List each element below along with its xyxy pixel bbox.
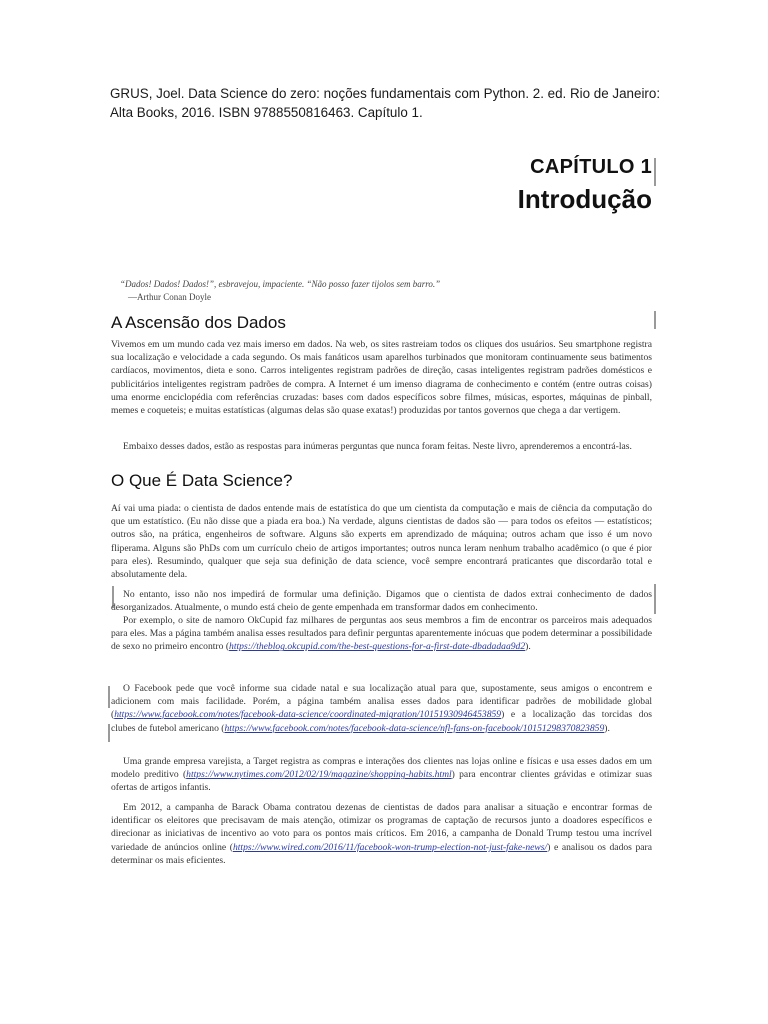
paragraph-facebook bbox=[111, 682, 652, 735]
paragraph-okcupid bbox=[111, 614, 652, 654]
epigraph-quote: “Dados! Dados! Dados!”, esbravejou, impaciente. “Não posso fazer tijolos sem barro.” bbox=[120, 279, 441, 289]
book-citation: GRUS, Joel. Data Science do zero: noções fundamentais com Python. 2. ed. Rio de Janeiro: Alta Books, 2016. ISBN 9788550816463. Capítulo 1. bbox=[110, 86, 661, 120]
okcupid-link[interactable]: https://theblog.okcupid.com/the-best-questions-for-a-first-date-dbadadaa9d2 bbox=[229, 641, 526, 653]
okcupid-text-end: ). bbox=[525, 641, 531, 653]
section-heading-data-science: O Que É Data Science? bbox=[111, 471, 293, 490]
facebook-migration-link[interactable]: https://www.facebook.com/notes/facebook-data-science/coordinated-migration/10151930946453859 bbox=[114, 709, 502, 721]
paragraph-obama bbox=[111, 801, 652, 867]
section-heading-marker bbox=[654, 311, 656, 329]
obama-text-end: ) e analisou os dados para determinar os mais eficientes. bbox=[111, 841, 652, 866]
chapter-title: Introdução bbox=[517, 184, 652, 214]
target-text-end: ) para encontrar clientes grávidas e otimizar suas ofertas de artigos infantis. bbox=[111, 769, 653, 794]
paragraph-ascensao-2: Embaixo desses dados, estão as respostas para inúmeras perguntas que nunca foram feitas. Neste livro, aprenderemos a encontrá-las. bbox=[123, 441, 632, 452]
chapter-label: CAPÍTULO 1 bbox=[530, 156, 652, 178]
paragraph-target bbox=[111, 755, 652, 795]
margin-marker bbox=[654, 584, 656, 614]
margin-marker bbox=[108, 724, 110, 742]
chapter-label-marker bbox=[654, 158, 656, 186]
epigraph bbox=[120, 278, 640, 304]
okcupid-text: Por exemplo, o site de namoro OkCupid faz milhares de perguntas aos seus membros a fim de encontrar os parceiros mais adequados para eles. Mas a página também analisa esses resultados para definir perguntas aparentemente inócuas que podem determinar a possibilidade de sexo no primeiro encontro ( bbox=[111, 615, 652, 653]
facebook-text-middle: ) e a localização das torcidas dos clubes de futebol americano ( bbox=[111, 709, 652, 734]
obama-text: Em 2012, a campanha de Barack Obama contratou dezenas de cientistas de dados para analisar a situação e encontrar formas de identificar os eleitores que precisavam de mais atenção, otimizar os programas de captação de recursos junto a doadores específicos e direcionar as iniciativas de incentivo ao voto para os pontos mais críticos. Em 2016, a campanha de Donald Trump testou uma incrível variedade de anúncios online ( bbox=[111, 802, 652, 853]
paragraph-ds-2: No entanto, isso não nos impedirá de formular uma definição. Digamos que o cientista de dados extrai conhecimento de dados desorganizados. Atualmente, o mundo está cheio de gente empenhada em transformar dados em conhecimento. bbox=[111, 589, 652, 614]
section-heading-ascensao: A Ascensão dos Dados bbox=[111, 313, 286, 332]
facebook-text: O Facebook pede que você informe sua cidade natal e sua localização atual para que, supostamente, seus amigos o encontrem e adicionem com mais facilidade. Porém, a página também analisa esses dados para identificar padrões de mobilidade global ( bbox=[111, 683, 652, 721]
margin-marker bbox=[108, 686, 110, 708]
epigraph-author: —Arthur Conan Doyle bbox=[128, 292, 211, 302]
facebook-nfl-link[interactable]: https://www.facebook.com/notes/facebook-data-science/nfl-fans-on-facebook/10151298370823859 bbox=[224, 722, 605, 734]
wired-link[interactable]: https://www.wired.com/2016/11/facebook-won-trump-election-not-just-fake-news/ bbox=[232, 841, 548, 853]
facebook-text-end: ). bbox=[604, 722, 610, 734]
paragraph-ds-1: Aí vai uma piada: o cientista de dados entende mais de estatística do que um cientista da computação e mais de ciência da computação do que um estatístico. (Eu não disse que a piada era boa.) Na verdade, alguns cientistas de dados são — para todos os efeitos — estatísticos; outros são, na prática, engenheiros de software. Alguns são experts em aprendizado de máquina; outros acham que isso é um novo fliperama. Alguns são PhDs com um currículo cheio de artigos importantes; outros nunca leram nenhum trabalho acadêmico (o que é pior para eles). Resumindo, qualquer que seja sua definição de data science, você sempre encontrará praticantes que discordarão total e absolutamente dela. bbox=[111, 503, 652, 581]
target-link[interactable]: https://www.nytimes.com/2012/02/19/magazine/shopping-habits.html bbox=[186, 769, 452, 781]
paragraph-ascensao-1: Vivemos em um mundo cada vez mais imerso em dados. Na web, os sites rastreiam todos os cliques dos usuários. Seu smartphone registra sua localização e velocidade a cada segundo. Os mais fanáticos usam aparelhos turbinados que monitoram continuamente seus batimentos cardíacos, movimentos, dieta e sono. Carros inteligentes registram padrões de direção, casas inteligentes registram padrões domésticos e publicitários inteligentes registram padrões de compra. A Internet é um imenso diagrama de conhecimento e contém (entre outras coisas) uma enorme enciclopédia com referências cruzadas: bases com dados específicos sobre filmes, músicas, esportes, máquinas de pinball, memes e coqueteis; e muitas estatísticas (algumas delas são quase exatas!) produzidas por tantos governos que chega a dar vertigem. bbox=[111, 339, 652, 417]
target-text: Uma grande empresa varejista, a Target registra as compras e interações dos clientes nas lojas online e físicas e usa esses dados em um modelo preditivo ( bbox=[111, 756, 652, 781]
